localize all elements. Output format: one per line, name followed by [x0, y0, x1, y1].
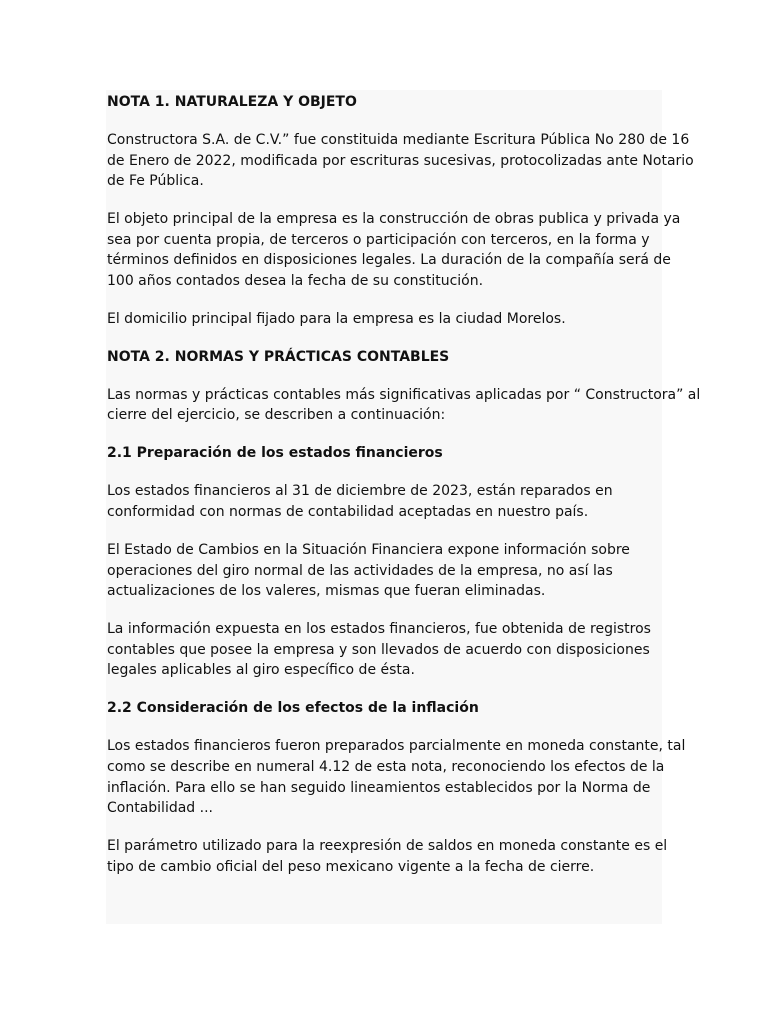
section-2-2-heading: 2.2 Consideración de los efectos de la inflación	[107, 700, 479, 717]
nota1-heading: NOTA 1. NATURALEZA Y OBJETO	[107, 94, 357, 110]
text-line: como se describe en numeral 4.12 de esta nota, reconociendo los efectos de la	[107, 758, 665, 775]
nota1-paragraph-3	[107, 309, 667, 330]
document-body	[107, 92, 701, 877]
text-line: cierre del ejercicio, se describen a continuación:	[107, 407, 446, 424]
section-2-1-paragraph-2	[107, 540, 667, 602]
nota2-heading: NOTA 2. NORMAS Y PRÁCTICAS CONTABLES	[107, 348, 450, 365]
text-line: conformidad con normas de contabilidad aceptadas en nuestro país.	[107, 504, 589, 521]
nota1-paragraph-2	[107, 209, 681, 291]
text-line: de Fe Pública.	[107, 173, 204, 190]
text-line: contables que posee la empresa y son llevados de acuerdo con disposiciones	[107, 641, 650, 658]
text-line: operaciones del giro normal de las actividades de la empresa, no así las	[107, 562, 613, 579]
text-line: legales aplicables al giro específico de ésta.	[107, 662, 415, 679]
text-line: El Estado de Cambios en la Situación Financiera expone información sobre	[107, 542, 630, 559]
text-line: Los estados financieros al 31 de diciembre de 2023, están reparados en	[107, 483, 613, 500]
section-2-2-paragraph-2	[107, 836, 667, 877]
text-line: Las normas y prácticas contables más significativas aplicadas por “ Constructora” al	[107, 386, 701, 403]
text-line: Los estados financieros fueron preparados parcialmente en moneda constante, tal	[107, 738, 686, 755]
text-line: El domicilio principal fijado para la empresa es la ciudad Morelos.	[107, 310, 566, 327]
text-line: términos definidos en disposiciones legales. La duración de la compañía será de	[107, 252, 671, 269]
text-line: La información expuesta en los estados financieros, fue obtenida de registros	[107, 621, 651, 638]
text-line: El objeto principal de la empresa es la construcción de obras publica y privada ya	[107, 211, 681, 228]
nota2-paragraph-1	[107, 385, 701, 426]
text-line: de Enero de 2022, modificada por escrituras sucesivas, protocolizadas ante Notario	[107, 152, 694, 169]
text-line: Contabilidad ...	[107, 800, 213, 817]
text-line: El parámetro utilizado para la reexpresión de saldos en moneda constante es el	[107, 838, 668, 855]
section-2-2-paragraph-1	[107, 736, 686, 818]
text-line: actualizaciones de los valeres, mismas que fueran eliminadas.	[107, 583, 546, 600]
section-2-1-paragraph-1	[107, 481, 667, 522]
section-2-1-paragraph-3	[107, 619, 667, 681]
section-2-1-heading: 2.1 Preparación de los estados financieros	[107, 445, 443, 462]
text-line: sea por cuenta propia, de terceros o participación con terceros, en la forma y	[107, 231, 650, 248]
nota1-paragraph-1	[107, 130, 694, 192]
text-line: inflación. Para ello se han seguido lineamientos establecidos por la Norma de	[107, 779, 651, 796]
text-line: 100 años contados desea la fecha de su constitución.	[107, 272, 484, 289]
text-line: tipo de cambio oficial del peso mexicano vigente a la fecha de cierre.	[107, 858, 595, 875]
text-line: Constructora S.A. de C.V.” fue constituida mediante Escritura Pública No 280 de 16	[107, 131, 690, 148]
